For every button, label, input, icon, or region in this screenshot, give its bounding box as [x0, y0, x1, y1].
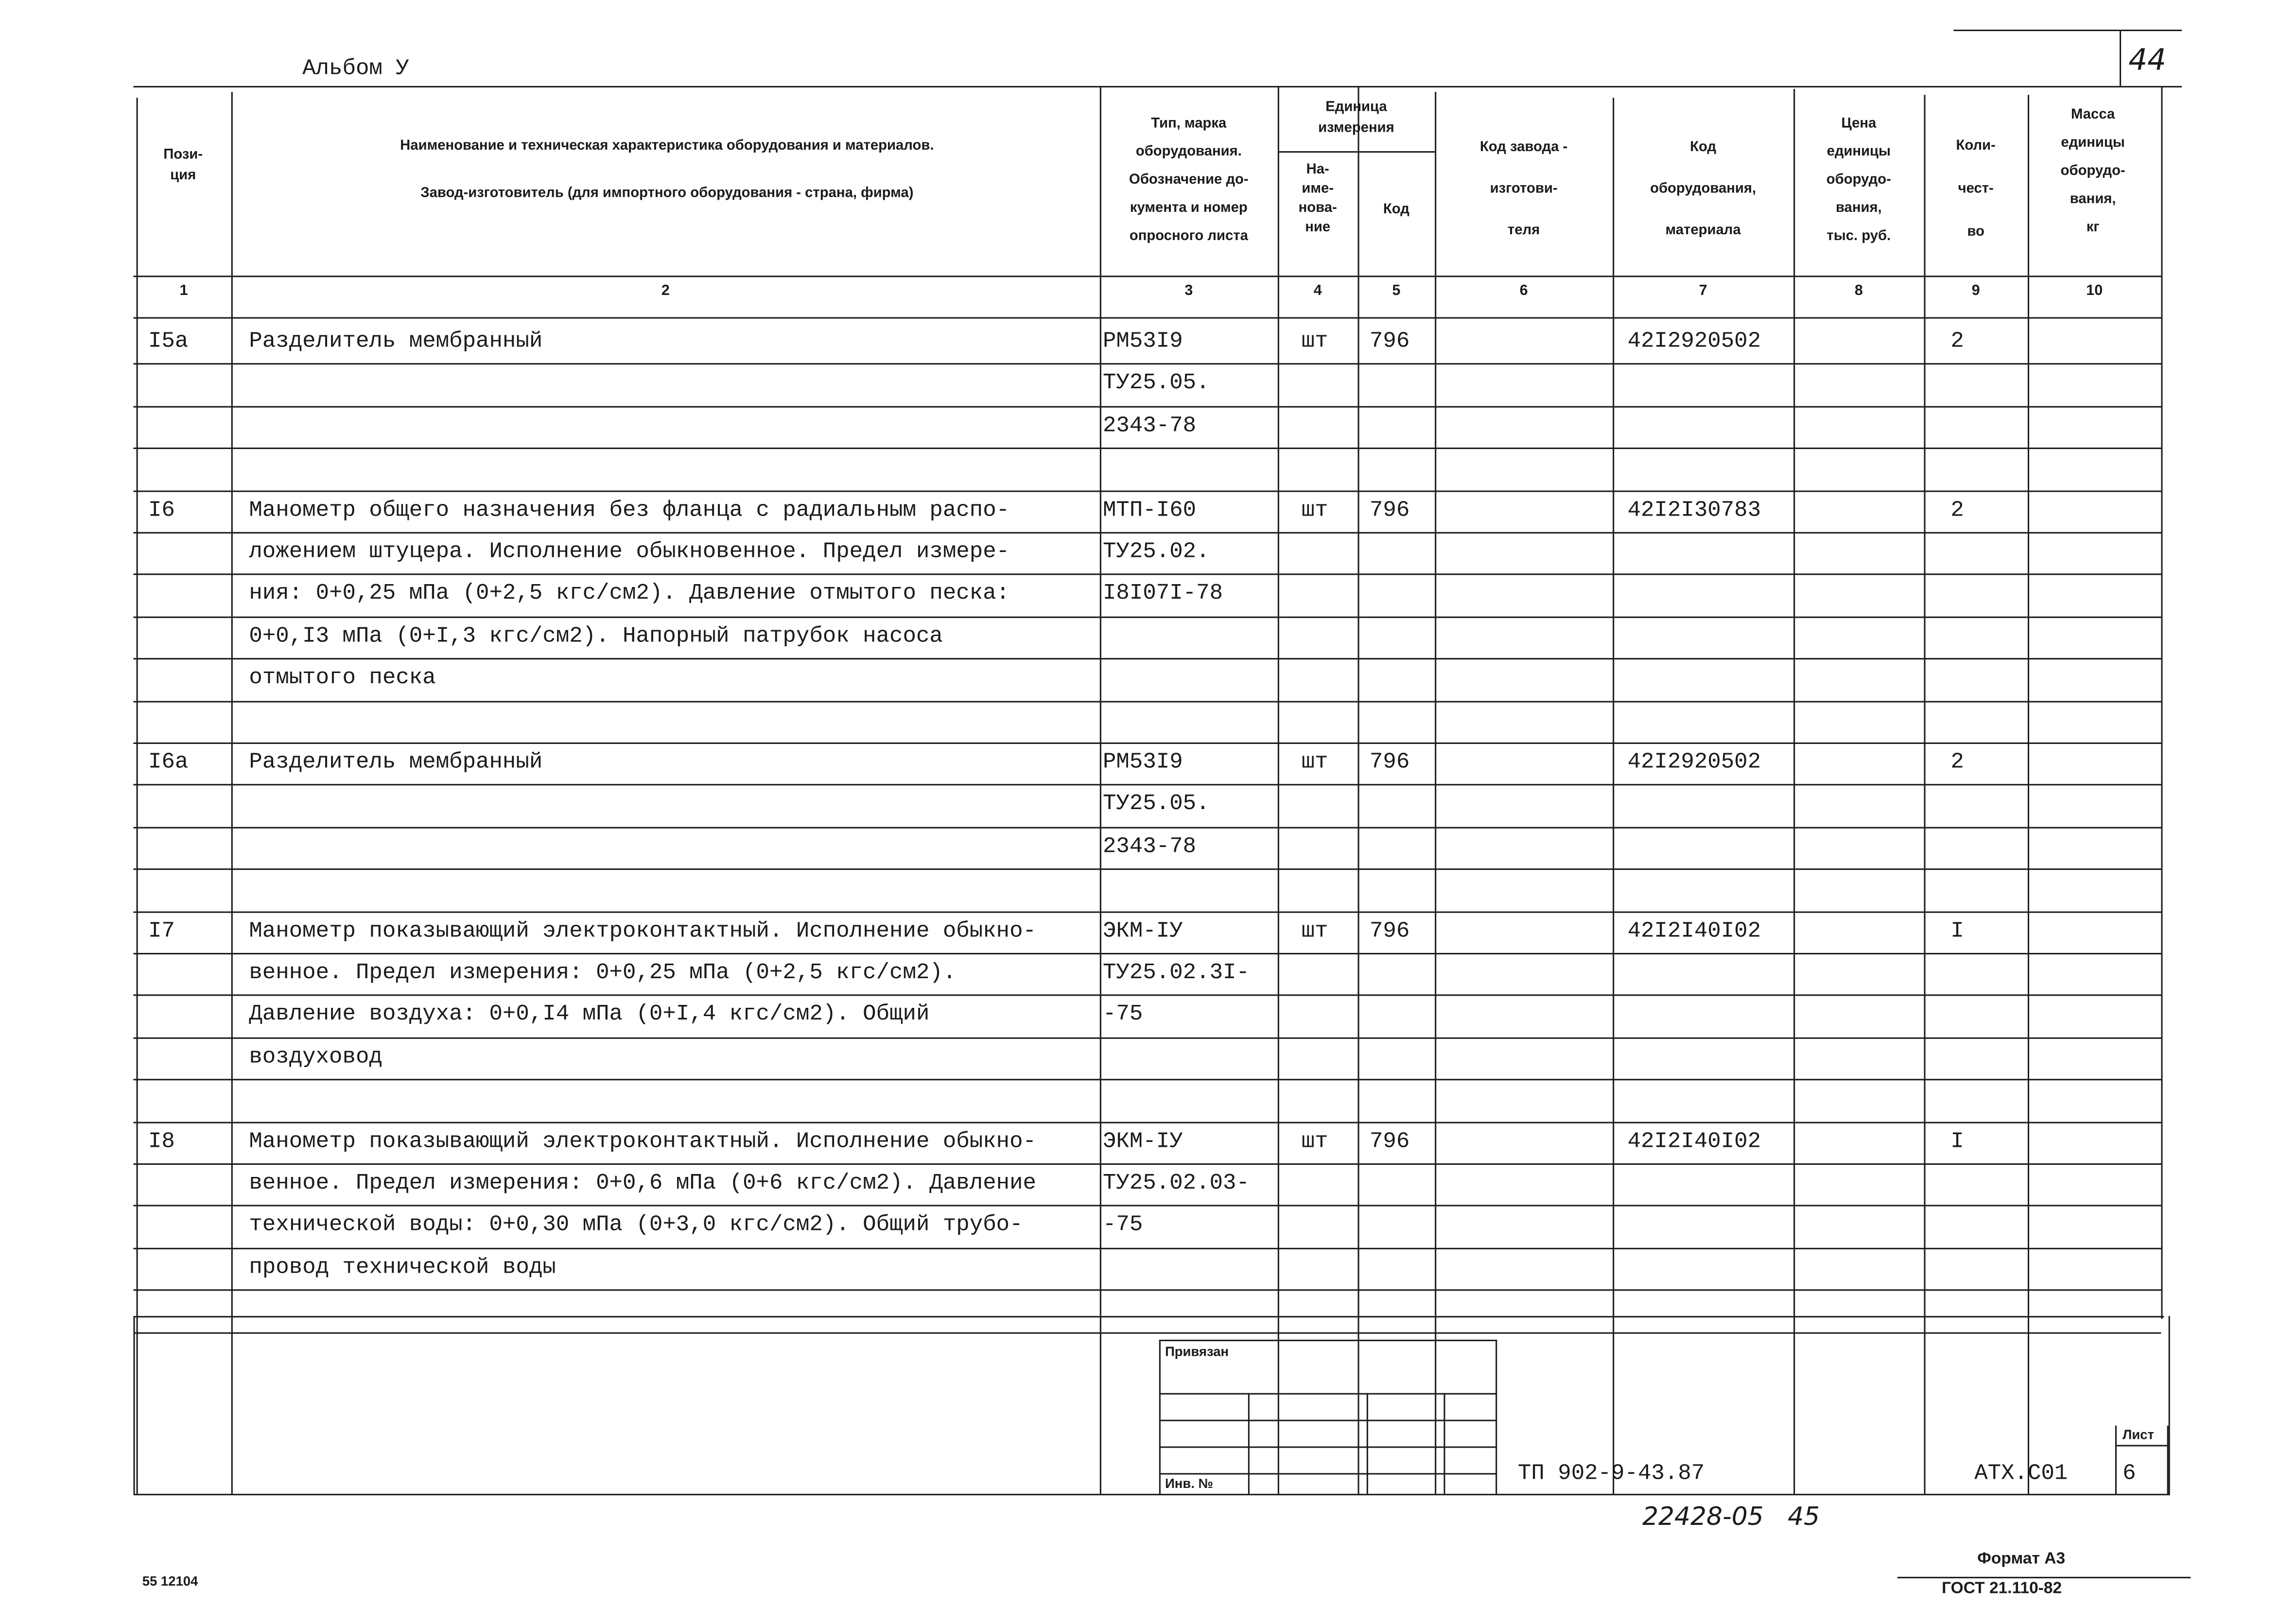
row-type: 2343-78 [1102, 834, 1197, 860]
row-type: ТУ25.02. [1102, 539, 1210, 565]
row-unit-code: 796 [1369, 1128, 1410, 1154]
header-position: Пози- ция [163, 146, 203, 184]
row-name: Разделитель мембранный [249, 750, 543, 775]
column-number-9: 9 [1971, 283, 1980, 300]
row-quantity: I [1950, 918, 1964, 944]
column-number-10: 10 [2086, 283, 2103, 300]
row-position: I5а [148, 329, 189, 354]
row-unit-code: 796 [1369, 329, 1410, 354]
stamp-inventory-label: Инв. № [1165, 1476, 1214, 1491]
header-equipment-code: Код оборудования, материала [1650, 139, 1757, 239]
row-name: технической воды: 0+0,30 мПа (0+3,0 кгс/см2). Общий трубо- [249, 1212, 1023, 1238]
row-unit-code: 796 [1369, 918, 1410, 944]
header-price: Цена единицы оборудо- вания, тыс. руб. [1826, 115, 1891, 245]
row-type: ТУ25.02.03- [1102, 1171, 1250, 1196]
row-type: ЭКМ-IУ [1102, 918, 1183, 944]
header-factory-code: Код завода - изготови- теля [1479, 139, 1568, 239]
row-name: Манометр показывающий электроконтактный. Исполнение обыкно- [249, 918, 1037, 944]
row-name: Манометр общего назначения без фланца с радиальным распо- [249, 497, 1010, 523]
column-number-4: 4 [1313, 283, 1322, 300]
column-number-8: 8 [1854, 283, 1863, 300]
handwritten-number: 22428-05 45 [1642, 1503, 1820, 1533]
row-name: венное. Предел измерения: 0+0,25 мПа (0+2,5 кгс/см2). [249, 960, 957, 986]
row-position: I8 [148, 1128, 175, 1154]
column-number-3: 3 [1184, 283, 1193, 300]
footer-code: 55 12104 [142, 1573, 198, 1589]
stamp-sheet-label: Лист [2122, 1427, 2155, 1442]
row-name: воздуховод [249, 1044, 383, 1070]
row-name: Давление воздуха: 0+0,I4 мПа (0+I,4 кгс/см2). Общий [249, 1002, 930, 1028]
row-position: I7 [148, 918, 175, 944]
row-equipment-code: 42I2I30783 [1627, 497, 1761, 523]
row-unit: шт [1301, 1128, 1328, 1154]
row-type: 2343-78 [1102, 413, 1197, 439]
row-type: РМ53I9 [1102, 750, 1183, 775]
row-type: МТП-I60 [1102, 497, 1197, 523]
row-type: ТУ25.05. [1102, 792, 1210, 817]
row-quantity: 2 [1950, 497, 1964, 523]
header-name-line1: Наименование и техническая характеристика оборудования и материалов. [400, 138, 934, 155]
row-type: ЭКМ-IУ [1102, 1128, 1183, 1154]
row-equipment-code: 42I2920502 [1627, 750, 1761, 775]
row-unit: шт [1301, 750, 1328, 775]
album-title: Альбом У [302, 56, 409, 82]
column-number-1: 1 [179, 283, 188, 300]
header-type: Тип, марка оборудования. Обозначение до- кумента и номер опросного листа [1129, 115, 1249, 245]
row-name: Манометр показывающий электроконтактный. Исполнение обыкно- [249, 1128, 1037, 1154]
row-unit: шт [1301, 329, 1328, 354]
header-unit-code: Код [1383, 201, 1409, 218]
column-number-5: 5 [1392, 283, 1401, 300]
row-type: -75 [1102, 1002, 1143, 1028]
format-label: Формат А3 [1977, 1550, 2066, 1568]
header-quantity: Коли- чест- во [1956, 138, 1996, 241]
row-type: I8I07I-78 [1102, 581, 1223, 607]
stamp-project-code: ТП 902-9-43.87 [1517, 1461, 1705, 1486]
header-name-line2: Завод-изготовитель (для импортного оборудования - страна, фирма) [420, 185, 914, 202]
stamp-document-code: АТХ.С01 [1974, 1461, 2068, 1486]
row-name: Разделитель мембранный [249, 329, 543, 354]
row-equipment-code: 42I2I40I02 [1627, 918, 1761, 944]
row-quantity: 2 [1950, 329, 1964, 354]
row-type: РМ53I9 [1102, 329, 1183, 354]
header-mass: Масса единицы оборудо- вания, кг [2060, 106, 2125, 236]
row-type: ТУ25.02.3I- [1102, 960, 1250, 986]
row-quantity: 2 [1950, 750, 1964, 775]
column-number-7: 7 [1699, 283, 1707, 300]
row-name: провод технической воды [249, 1255, 556, 1280]
row-name: венное. Предел измерения: 0+0,6 мПа (0+6 кгс/см2). Давление [249, 1171, 1037, 1196]
row-equipment-code: 42I2I40I02 [1627, 1128, 1761, 1154]
gost-label: ГОСТ 21.110-82 [1942, 1579, 2062, 1598]
header-unit-group: Единица измерения [1318, 99, 1394, 137]
row-name: отмытого песка [249, 665, 436, 691]
stamp-sheet-number: 6 [2122, 1461, 2136, 1486]
row-unit: шт [1301, 497, 1328, 523]
page-number: 44 [2128, 41, 2166, 77]
row-unit-code: 796 [1369, 750, 1410, 775]
row-position: I6 [148, 497, 175, 523]
row-equipment-code: 42I2920502 [1627, 329, 1761, 354]
row-name: 0+0,I3 мПа (0+I,3 кгс/см2). Напорный патрубок насоса [249, 623, 943, 649]
row-position: I6а [148, 750, 189, 775]
row-unit: шт [1301, 918, 1328, 944]
column-number-2: 2 [661, 283, 670, 300]
row-type: ТУ25.05. [1102, 371, 1210, 397]
row-name: ния: 0+0,25 мПа (0+2,5 кгс/см2). Давление отмытого песка: [249, 581, 1010, 607]
row-name: ложением штуцера. Исполнение обыкновенное. Предел измере- [249, 539, 1010, 565]
row-unit-code: 796 [1369, 497, 1410, 523]
header-unit-name: На- име- нова- ние [1298, 161, 1337, 236]
stamp-bound-label: Привязан [1165, 1344, 1229, 1359]
row-quantity: I [1950, 1128, 1964, 1154]
column-number-6: 6 [1519, 283, 1528, 300]
row-type: -75 [1102, 1212, 1143, 1238]
